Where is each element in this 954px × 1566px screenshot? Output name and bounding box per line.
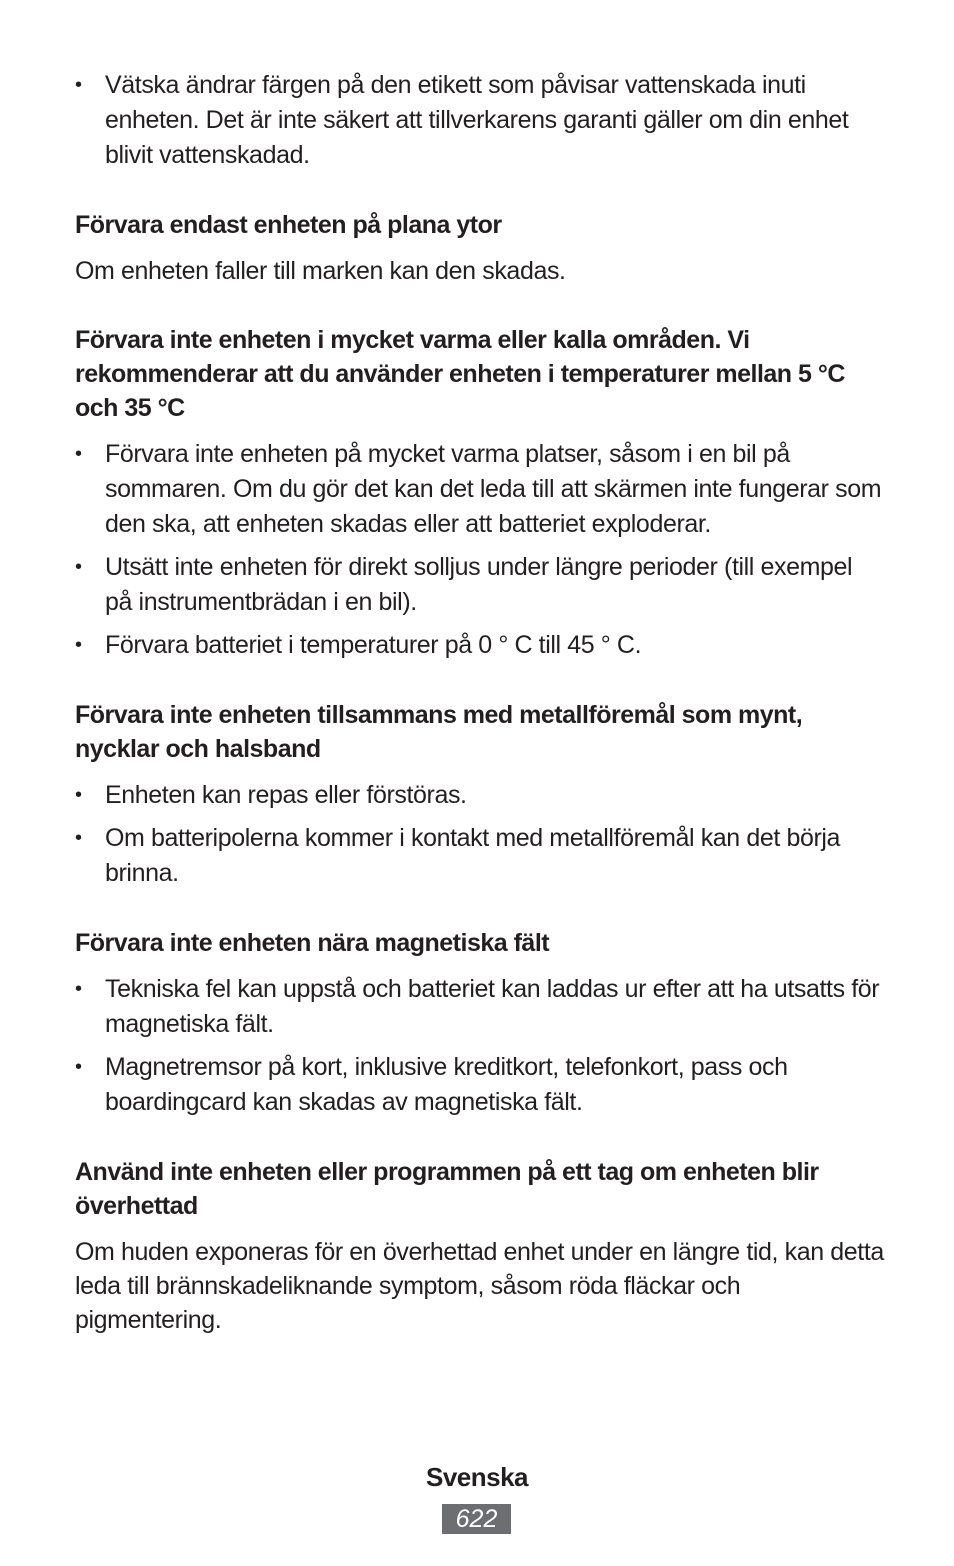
list-item: • Om batteripolerna kommer i kontakt med metallföremål kan det börja brinna. <box>75 821 885 891</box>
section-heading-temperature: Förvara inte enheten i mycket varma eller kalla områden. Vi rekommenderar att du använder enheten i temperaturer mellan 5 °C och 35 °C <box>75 326 845 422</box>
list-item: • Enheten kan repas eller förstöras. <box>75 778 885 813</box>
bullet-list-magnetic <box>75 972 885 1120</box>
section-heading-magnetic: Förvara inte enheten nära magnetiska fält <box>75 929 550 957</box>
section-body-flat: Om enheten faller till marken kan den skadas. <box>75 257 566 285</box>
list-item: • Tekniska fel kan uppstå och batteriet kan laddas ur efter att ha utsatts för magnetiska fält. <box>75 972 885 1042</box>
list-item: • Utsätt inte enheten för direkt solljus under längre perioder (till exempel på instrumentbrädan i en bil). <box>75 550 885 620</box>
bullet-list-temperature <box>75 437 885 663</box>
list-item: • Vätska ändrar färgen på den etikett som påvisar vattenskada inuti enheten. Det är inte säkert att tillverkarens garanti gäller om din enhet blivit vattenskadad. <box>75 68 885 173</box>
footer-language: Svenska <box>425 1462 529 1492</box>
page-number-badge: 622 <box>442 1504 511 1534</box>
list-item: • Magnetremsor på kort, inklusive kreditkort, telefonkort, pass och boardingcard kan skadas av magnetiska fält. <box>75 1050 885 1120</box>
section-heading-overheat: Använd inte enheten eller programmen på ett tag om enheten blir överhettad <box>75 1158 819 1220</box>
section-heading-metal: Förvara inte enheten tillsammans med metallföremål som mynt, nycklar och halsband <box>75 701 803 763</box>
document-page <box>75 68 885 1337</box>
list-item: • Förvara batteriet i temperaturer på 0 ° C till 45 ° C. <box>75 628 885 663</box>
section-body-overheat: Om huden exponeras för en överhettad enhet under en längre tid, kan detta leda till brännskadeliknande symptom, såsom röda fläckar och pigmentering. <box>75 1238 884 1334</box>
bullet-list-water <box>75 68 885 173</box>
section-heading-flat: Förvara endast enheten på plana ytor <box>75 211 502 239</box>
list-item: • Förvara inte enheten på mycket varma platser, såsom i en bil på sommaren. Om du gör det kan det leda till att skärmen inte fungerar som den ska, att enheten skadas eller att batteriet exploderar. <box>75 437 885 542</box>
bullet-list-metal <box>75 778 885 891</box>
